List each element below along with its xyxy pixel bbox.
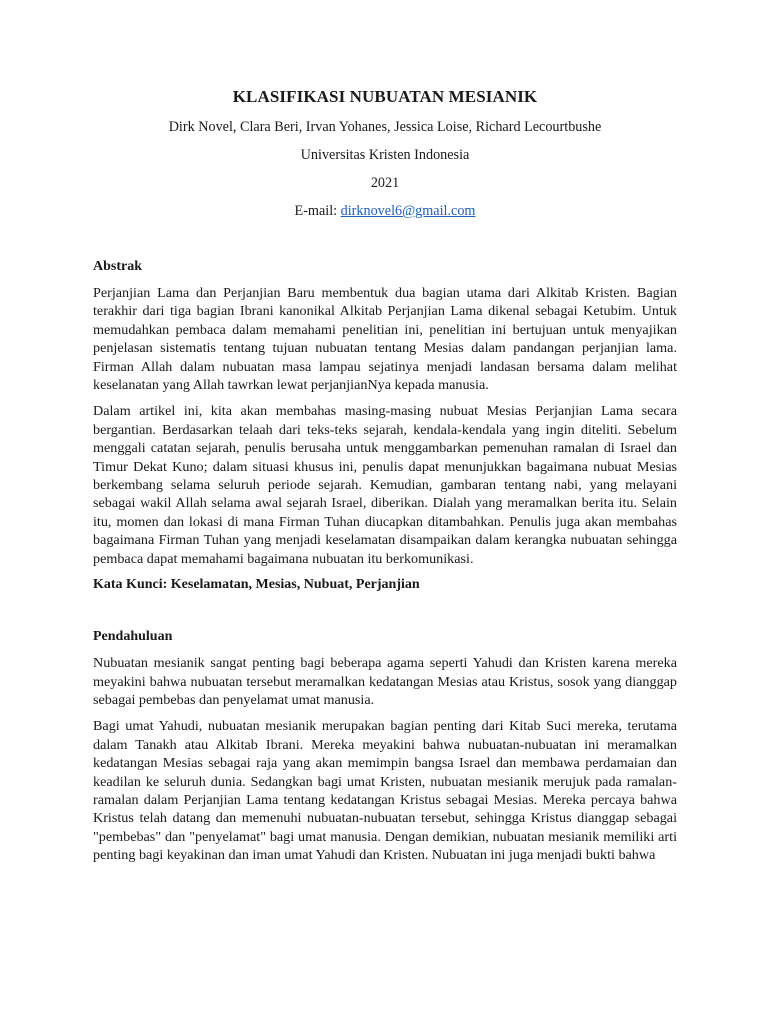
email-label: E-mail: [294, 203, 341, 219]
year: 2021 [370, 175, 400, 191]
abstract-paragraph: Perjanjian Lama dan Perjanjian Baru membentuk dua bagian utama dari Alkitab Kristen. Bagian terakhir dari tiga bagian Ibrani kanonikal Alkitab Perjanjian Lama dikenal sebagai Ketubim. Untuk memudahkan pembaca dalam memahami penelitian ini, penelitian ini bertujuan untuk menyajikan penjelasan sistematis tentang tujuan nubuatan tentang Mesias dalam pandangan perjanjian lama. Firman Allah dalam nubuatan masa lampau sejatinya menjadi landasan bersama dalam melihat keselanatan yang Allah tawrkan lewat perjanjianNya kepada manusia. [93, 285, 677, 394]
abstract-heading: Abstrak [93, 259, 143, 274]
introduction-paragraph: Nubuatan mesianik sangat penting bagi beberapa agama seperti Yahudi dan Kristen karena mereka meyakini bahwa nubuatan tersebut meramalkan kedatangan Mesias atau Kristus, sosok yang dianggap sebagai pembebas dan penyelamat umat manusia. [93, 655, 677, 708]
abstract-paragraph: Dalam artikel ini, kita akan membahas masing-masing nubuat Mesias Perjanjian Lama secara bergantian. Berdasarkan telaah dari teks-teks sejarah, kendala-kendala yang ingin diteliti. Sebelum menggali catatan sejarah, penulis berusaha untuk menggambarkan pemenuhan ramalan di Israel dan Timur Dekat Kuno; dalam situasi khusus ini, penulis dapat menunjukkan bagaimana nubuat Mesias berkembang selama seluruh periode sejarah. Kemudian, gambaran tentang nabi, yang melayani sebagai wakil Allah selama awal sejarah Israel, diberikan. Dialah yang meramalkan berita itu. Selain itu, momen dan lokasi di mana Firman Tuhan diucapkan ditambahkan. Penulis juga akan membahas bagaimana Firman Tuhan yang menjadi keselamatan disampaikan dalam kerangka nubuatan sehingga pembaca dapat memahami bagaimana nubuatan itu berkomunikasi. [93, 403, 677, 567]
introduction-paragraph: Bagi umat Yahudi, nubuatan mesianik merupakan bagian penting dari Kitab Suci mereka, terutama dalam Tanakh atau Alkitab Ibrani. Mereka meyakini bahwa nubuatan-nubuatan ini meramalkan kedatangan Mesias sebagai raja yang akan memimpin bangsa Israel dan membawa perdamaian dan keadilan ke seluruh dunia. Sedangkan bagi umat Kristen, nubuatan mesianik merujuk pada ramalan-ramalan dalam Perjanjian Lama tentang kedatangan Kristus sebagai Mesias. Mereka percaya bahwa Kristus telah datang dan memenuhi nubuatan-nubuatan tersebut, sehingga Kristus dianggap sebagai "pembebas" dan "penyelamat" bagi umat manusia. Dengan demikian, nubuatan mesianik memiliki arti penting bagi keyakinan dan iman umat Yahudi dan Kristen. Nubuatan ini juga menjadi bukti bahwa [93, 718, 677, 864]
paper-title: KLASIFIKASI NUBUATAN MESIANIK [232, 87, 538, 106]
email-link[interactable]: dirknovel6@gmail.com [340, 203, 476, 219]
introduction-heading: Pendahuluan [93, 629, 173, 645]
keywords: Kata Kunci: Keselamatan, Mesias, Nubuat, Perjanjian [93, 577, 420, 593]
affiliation: Universitas Kristen Indonesia [300, 147, 470, 163]
email-line [93, 202, 677, 220]
authors: Dirk Novel, Clara Beri, Irvan Yohanes, Jessica Loise, Richard Lecourtbushe [168, 119, 602, 135]
